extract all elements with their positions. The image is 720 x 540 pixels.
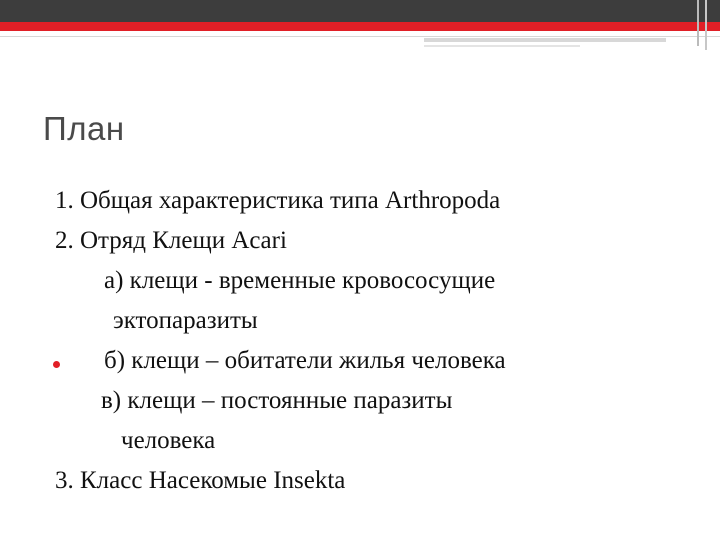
slide-title: План <box>43 110 125 147</box>
accent-band <box>0 22 720 31</box>
outline-subitem-a: а) клещи - временные кровососущие <box>104 267 496 294</box>
outline-subitem-a-continued: эктопаразиты <box>113 307 258 334</box>
outline-item-2: 2. Отряд Клещи Acari <box>55 227 287 254</box>
decorative-bar <box>424 45 580 47</box>
outline-item-3: 3. Класс Насекомые Insekta <box>55 467 346 494</box>
decorative-vertical-line <box>697 0 699 46</box>
outline-subitem-b: б) клещи – обитатели жилья человека <box>104 347 506 374</box>
decorative-vertical-line <box>705 0 707 50</box>
outline-subitem-c: в) клещи – постоянные паразиты <box>101 387 453 414</box>
top-bar <box>0 0 720 22</box>
bullet-icon <box>53 361 60 368</box>
outline-subitem-c-continued: человека <box>121 427 216 454</box>
decorative-bar <box>424 38 666 42</box>
divider-line <box>0 36 720 37</box>
outline-item-1: 1. Общая характеристика типа Arthropoda <box>55 187 501 214</box>
